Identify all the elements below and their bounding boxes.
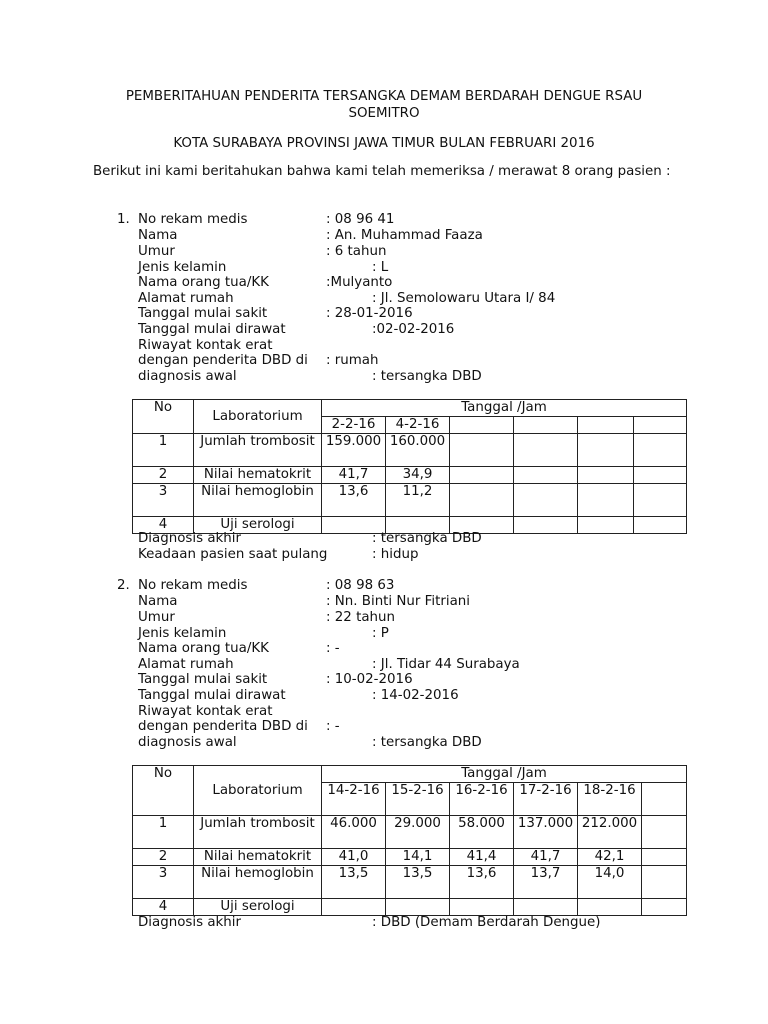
- field-label: Diagnosis akhir: [138, 915, 242, 930]
- title-line-2: SOEMITRO: [348, 106, 420, 121]
- value-cell: [642, 849, 687, 866]
- value-cell: 159.000: [322, 434, 386, 467]
- row-name: Uji serologi: [194, 899, 322, 916]
- row-name: Nilai hemoglobin: [194, 484, 322, 517]
- title-line-1: PEMBERITAHUAN PENDERITA TERSANGKA DEMAM BERDARAH DENGUE RSAU: [125, 89, 643, 104]
- field-value: : Jl. Semolowaru Utara I/ 84: [372, 291, 556, 306]
- field-value: : rumah: [326, 353, 379, 368]
- field-label: diagnosis awal: [138, 735, 237, 750]
- value-cell: [514, 899, 578, 916]
- row-name: Jumlah trombosit: [194, 816, 322, 849]
- row-number: 2: [133, 467, 194, 484]
- value-cell: [642, 899, 687, 916]
- value-cell: [578, 899, 642, 916]
- field-label: Jenis kelamin: [138, 626, 227, 641]
- table-row: [133, 816, 687, 849]
- value-cell: 13,6: [450, 866, 514, 899]
- no-header: No: [133, 766, 194, 816]
- field-label: Umur: [138, 244, 175, 259]
- value-cell: 212.000: [578, 816, 642, 849]
- row-name: Nilai hemoglobin: [194, 866, 322, 899]
- field-value: : 08 96 41: [326, 212, 395, 227]
- value-cell: [514, 434, 578, 467]
- date-header: Tanggal /Jam: [322, 400, 687, 417]
- field-value: : tersangka DBD: [372, 531, 482, 546]
- document-title: [80, 88, 688, 122]
- value-cell: 160.000: [386, 434, 450, 467]
- row-number: 1: [133, 816, 194, 849]
- date-cell: [634, 417, 687, 434]
- table-row: [133, 467, 687, 484]
- date-cell: 18-2-16: [578, 783, 642, 816]
- row-name: Nilai hematokrit: [194, 849, 322, 866]
- patient-1-lab-table: [132, 399, 687, 534]
- value-cell: [634, 484, 687, 517]
- value-cell: 41,7: [514, 849, 578, 866]
- field-label: dengan penderita DBD di: [138, 719, 308, 734]
- date-cell: 16-2-16: [450, 783, 514, 816]
- table-row: [133, 484, 687, 517]
- field-label: Nama orang tua/KK: [138, 641, 269, 656]
- field-value: : Jl. Tidar 44 Surabaya: [372, 657, 520, 672]
- value-cell: [514, 484, 578, 517]
- value-cell: [634, 434, 687, 467]
- field-label: Nama: [138, 228, 178, 243]
- value-cell: [450, 467, 514, 484]
- value-cell: 14,0: [578, 866, 642, 899]
- field-label: Tanggal mulai dirawat: [138, 688, 286, 703]
- value-cell: [514, 517, 578, 534]
- field-value: : -: [326, 719, 340, 734]
- value-cell: 41,4: [450, 849, 514, 866]
- value-cell: 137.000: [514, 816, 578, 849]
- field-value: : Nn. Binti Nur Fitriani: [326, 594, 471, 609]
- value-cell: [642, 866, 687, 899]
- row-number: 1: [133, 434, 194, 467]
- field-label: Riwayat kontak erat: [138, 704, 273, 719]
- table-row: [133, 849, 687, 866]
- patient-2-lab-table: [132, 765, 687, 916]
- value-cell: 13,5: [322, 866, 386, 899]
- field-label: Keadaan pasien saat pulang: [138, 547, 328, 562]
- field-label: Diagnosis akhir: [138, 531, 242, 546]
- date-cell: [450, 417, 514, 434]
- field-value: : -: [326, 641, 340, 656]
- value-cell: 41,0: [322, 849, 386, 866]
- field-value: : 22 tahun: [326, 610, 395, 625]
- row-name: Jumlah trombosit: [194, 434, 322, 467]
- field-value: : tersangka DBD: [372, 735, 482, 750]
- value-cell: 11,2: [386, 484, 450, 517]
- field-value: : 14-02-2016: [372, 688, 459, 703]
- row-number: 4: [133, 517, 194, 534]
- field-value: : 08 98 63: [326, 578, 395, 593]
- value-cell: [578, 484, 634, 517]
- value-cell: 29.000: [386, 816, 450, 849]
- date-cell: 14-2-16: [322, 783, 386, 816]
- value-cell: [578, 517, 634, 534]
- value-cell: [578, 434, 634, 467]
- field-value: : 28-01-2016: [326, 306, 413, 321]
- field-label: dengan penderita DBD di: [138, 353, 308, 368]
- date-cell: [514, 417, 578, 434]
- field-label: Alamat rumah: [138, 291, 234, 306]
- date-cell: 4-2-16: [386, 417, 450, 434]
- patient-1-number: 1.: [117, 212, 130, 227]
- field-label: Tanggal mulai sakit: [138, 672, 268, 687]
- field-label: Alamat rumah: [138, 657, 234, 672]
- value-cell: [642, 816, 687, 849]
- date-header: Tanggal /Jam: [322, 766, 687, 783]
- field-label: No rekam medis: [138, 578, 248, 593]
- value-cell: 14,1: [386, 849, 450, 866]
- field-value: : tersangka DBD: [372, 369, 482, 384]
- row-number: 3: [133, 484, 194, 517]
- field-value: : L: [372, 260, 389, 275]
- date-cell: 2-2-16: [322, 417, 386, 434]
- field-label: Tanggal mulai dirawat: [138, 322, 286, 337]
- row-name: Nilai hematokrit: [194, 467, 322, 484]
- field-value: : An. Muhammad Faaza: [326, 228, 483, 243]
- field-label: Umur: [138, 610, 175, 625]
- value-cell: 41,7: [322, 467, 386, 484]
- row-number: 4: [133, 899, 194, 916]
- value-cell: 34,9: [386, 467, 450, 484]
- value-cell: 46.000: [322, 816, 386, 849]
- patient-2-number: 2.: [117, 578, 130, 593]
- value-cell: [634, 467, 687, 484]
- value-cell: 13,5: [386, 866, 450, 899]
- field-value: : hidup: [372, 547, 419, 562]
- field-value: : 10-02-2016: [326, 672, 413, 687]
- document-subtitle: KOTA SURABAYA PROVINSI JAWA TIMUR BULAN FEBRUARI 2016: [173, 136, 595, 151]
- value-cell: [514, 467, 578, 484]
- field-value: :Mulyanto: [326, 275, 393, 290]
- field-label: Nama: [138, 594, 178, 609]
- value-cell: [634, 517, 687, 534]
- field-value: : P: [372, 626, 389, 641]
- value-cell: [450, 899, 514, 916]
- value-cell: 13,7: [514, 866, 578, 899]
- lab-header: Laboratorium: [194, 400, 322, 434]
- value-cell: [578, 467, 634, 484]
- value-cell: 58.000: [450, 816, 514, 849]
- table-row: [133, 866, 687, 899]
- field-label: diagnosis awal: [138, 369, 237, 384]
- date-cell: 17-2-16: [514, 783, 578, 816]
- value-cell: [322, 899, 386, 916]
- field-value: :02-02-2016: [372, 322, 455, 337]
- date-cell: [642, 783, 687, 816]
- lab-header: Laboratorium: [194, 766, 322, 816]
- field-label: Nama orang tua/KK: [138, 275, 269, 290]
- field-value: : 6 tahun: [326, 244, 387, 259]
- field-label: No rekam medis: [138, 212, 248, 227]
- row-number: 3: [133, 866, 194, 899]
- value-cell: [450, 484, 514, 517]
- table-row: [133, 899, 687, 916]
- field-value: : DBD (Demam Berdarah Dengue): [372, 915, 601, 930]
- field-label: Jenis kelamin: [138, 260, 227, 275]
- table-row: [133, 434, 687, 467]
- row-number: 2: [133, 849, 194, 866]
- value-cell: [386, 899, 450, 916]
- field-label: Riwayat kontak erat: [138, 338, 273, 353]
- value-cell: [450, 434, 514, 467]
- field-label: Tanggal mulai sakit: [138, 306, 268, 321]
- date-cell: 15-2-16: [386, 783, 450, 816]
- no-header: No: [133, 400, 194, 434]
- value-cell: 13,6: [322, 484, 386, 517]
- intro-paragraph: Berikut ini kami beritahukan bahwa kami telah memeriksa / merawat 8 orang pasien :: [93, 164, 671, 179]
- date-cell: [578, 417, 634, 434]
- value-cell: 42,1: [578, 849, 642, 866]
- row-name: Uji serologi: [194, 517, 322, 534]
